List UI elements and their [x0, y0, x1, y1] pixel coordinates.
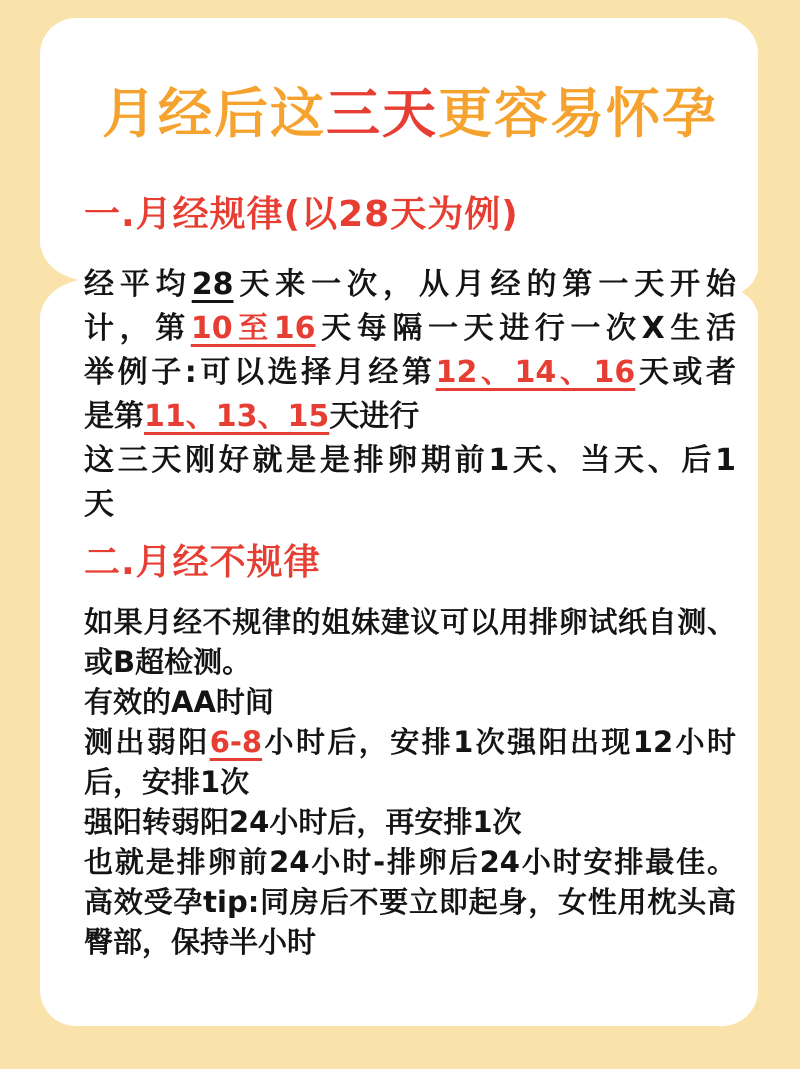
- content-card: [40, 18, 758, 1026]
- text-segment: 经平均: [84, 267, 192, 302]
- text-line: [84, 682, 736, 722]
- text-segment: 天来一次，从月经的第一天开始: [233, 267, 737, 302]
- highlighted-number: 12、14、16: [435, 355, 636, 390]
- page-title: [84, 84, 736, 144]
- text-segment: 天进行: [329, 399, 420, 434]
- notch-shape-icon: [40, 245, 80, 315]
- text-segment: 如果月经不规律的姐妹建议可以用排卵试纸自测、: [84, 605, 736, 639]
- text-segment: 有效的AA时间: [84, 685, 274, 719]
- text-segment: 天或者: [635, 355, 737, 390]
- text-segment: 小时后，安排1次强阳出现12小时: [262, 725, 736, 759]
- text-line: [84, 922, 736, 962]
- text-segment: 也就是排卵前24小时-排卵后24小时安排最佳。: [84, 845, 736, 879]
- section-1-heading: 一.月经规律(以28天为例): [84, 194, 519, 235]
- left-notch-decoration: [40, 245, 80, 315]
- text-line: [84, 602, 736, 642]
- section-menstrual-regular: [84, 192, 736, 527]
- highlighted-number: 11、13、15: [144, 399, 330, 434]
- text-segment: 计，第: [84, 311, 191, 346]
- right-notch-decoration: [742, 270, 758, 314]
- notch-shape-icon: [742, 270, 758, 314]
- text-segment: 是第: [84, 399, 144, 434]
- text-segment: 测出弱阳: [84, 725, 210, 759]
- text-line: [84, 882, 736, 922]
- highlighted-number: 28: [191, 267, 234, 302]
- text-segment: 强阳转弱阳24小时后，再安排1次: [84, 805, 522, 839]
- text-line: [84, 722, 736, 762]
- text-line: [84, 642, 736, 682]
- highlighted-number: 10至16: [190, 311, 316, 346]
- text-segment: 这三天刚好就是是排卵期前1天、当天、后1: [84, 443, 736, 478]
- text-segment: 高效受孕tip:同房后不要立即起身，女性用枕头高: [84, 885, 736, 919]
- section-1-body: [84, 263, 736, 527]
- text-line: [84, 842, 736, 882]
- highlighted-number: 6-8: [209, 725, 263, 759]
- text-line: [84, 263, 736, 307]
- text-segment: 举例子:可以选择月经第: [84, 355, 436, 390]
- text-line: [84, 762, 736, 802]
- title-segment: 更容易怀孕: [438, 82, 718, 145]
- text-line: [84, 395, 736, 439]
- text-line: [84, 439, 736, 483]
- section-menstrual-irregular: [84, 540, 736, 962]
- section-2-body: [84, 602, 736, 962]
- text-line: [84, 483, 736, 527]
- text-segment: 后，安排1次: [84, 765, 250, 799]
- text-line: [84, 307, 736, 351]
- title-segment: 三天: [326, 82, 438, 145]
- text-segment: 天每隔一天进行一次X生活: [315, 311, 736, 346]
- section-2-heading: 二.月经不规律: [84, 542, 321, 583]
- text-line: [84, 802, 736, 842]
- text-line: [84, 351, 736, 395]
- title-segment: 月经后这: [102, 82, 326, 145]
- text-segment: 臀部，保持半小时: [84, 925, 317, 959]
- text-segment: 天: [84, 487, 114, 522]
- text-segment: 或B超检测。: [84, 645, 252, 679]
